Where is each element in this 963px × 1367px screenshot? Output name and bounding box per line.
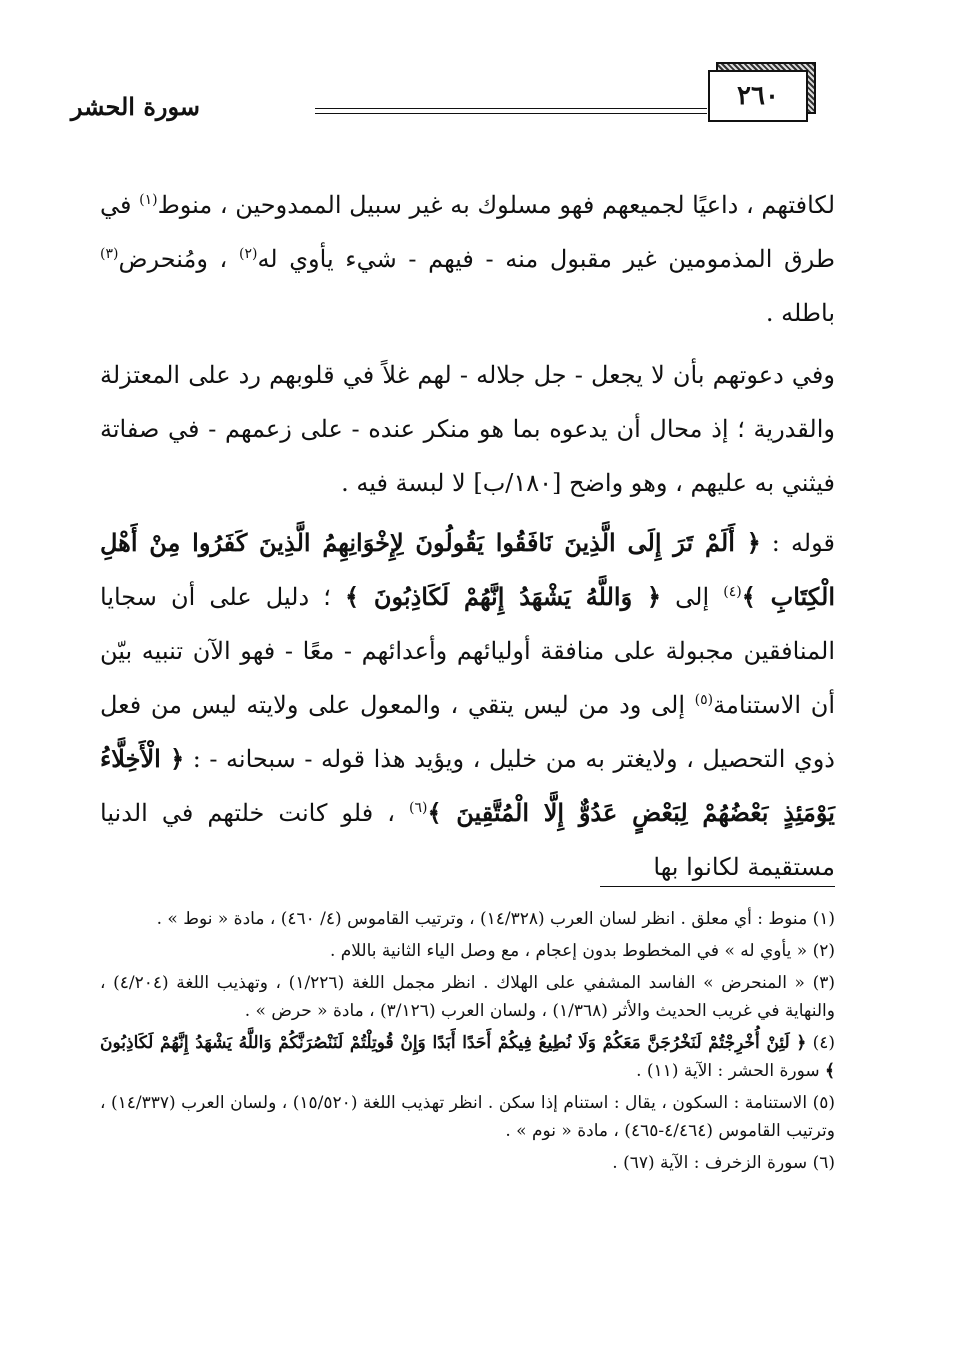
page-number: ٢٦٠ xyxy=(708,70,808,122)
paragraph-text: إلى ود من ليس يتقي ، والمعول على ولايته ليس من فعل ذوي التحصيل ، ولايغتر به من خليل ، ويؤيد هذا قوله - سبحانه - : xyxy=(100,691,835,773)
paragraph-2: وفي دعوتهم بأن لا يجعل - جل جلاله - لهم غلاً في قلوبهم رد على المعتزلة والقدرية ؛ إذ محال أن يدعوه بما هو منكر عنده - على زعمهم - في صفاتة فيثني به عليهم ، وهو واضح [١٨٠/ب] لا لبسة فيه . xyxy=(100,361,835,497)
paragraph-text: باطله . xyxy=(765,299,835,327)
footnote-ref[interactable]: (٦) xyxy=(408,800,428,816)
header-rule xyxy=(315,108,707,114)
footnotes xyxy=(100,905,835,1181)
paragraph-text: قوله : xyxy=(760,529,835,557)
footnote-ref[interactable]: (١) xyxy=(139,192,158,208)
paragraph-3 xyxy=(100,516,835,894)
paragraph-text: لكافتهم ، داعيًا لجميعهم فهو مسلوك به غير سبيل الممدوحين ، منوط xyxy=(157,191,835,219)
paragraph-text: ، ومُنحرض xyxy=(118,245,239,273)
footnote-ref[interactable]: (٥) xyxy=(694,692,714,708)
quran-verse: ﴿ وَاللَّهُ يَشْهَدُ إِنَّهُمْ لَكَاذِبُونَ ﴾ xyxy=(345,582,662,611)
footnote-separator xyxy=(600,886,835,887)
footnote-text: سورة الحشر : الآية (١١) . xyxy=(636,1061,826,1081)
footnote-5: (٥) الاستنامة : السكون ، يقال : استنام إذا سكن . انظر تهذيب اللغة (١٥/٥٢٠) ، ولسان العرب (١٤/٣٣٧) ، وترتيب القاموس (٤/٤٦٤-٤٦٥) ، مادة « نوم » . xyxy=(100,1093,836,1141)
quran-verse: ﴿ لَئِنْ أُخْرِجْتُمْ لَنَخْرُجَنَّ مَعَكُمْ وَلَا نُطِيعُ فِيكُمْ أَحَدًا أَبَدًا وَإِنْ قُوتِلْتُمْ لَنَنْصُرَنَّكُمْ وَاللَّهُ يَشْهَدُ إِنَّهُمْ لَكَاذِبُونَ ﴾ xyxy=(100,1033,835,1081)
surah-title: سورة الحشر xyxy=(70,92,200,121)
paragraph-text: إلى xyxy=(661,583,724,611)
footnote-number: (٤) xyxy=(806,1033,835,1053)
footnote-4 xyxy=(100,1029,835,1085)
footnote-3: (٣) « المنحرض » الفاسد المشفي على الهلاك . انظر مجمل اللغة (١/٢٢٦) ، وتهذيب اللغة (٤/٢٠٤) ، والنهاية في غريب الحديث والأثر (١/٣٦٨) ، ولسان العرب (٣/١٢٦) ، مادة « حرض » . xyxy=(100,973,836,1021)
footnote-ref[interactable]: (٣) xyxy=(100,246,119,262)
footnote-6: (٦) سورة الزخرف : الآية (٦٧) . xyxy=(612,1153,835,1173)
quran-verse: ﴿ أَلَمْ تَرَ إِلَى الَّذِينَ نَافَقُوا يَقُولُونَ لِإِخْوَانِهِمُ الَّذِينَ كَفَرُوا مِنْ أَهْلِ الْكِتَابِ ﴾ xyxy=(100,528,835,611)
paragraph-text: ؛ دليل على أن سجايا المنافقين مجبولة على منافقة أوليائهم وأعدائهم - معًا - فهو الآن تنبيه بيّن أن الاستنامة xyxy=(100,583,836,719)
paragraph-text: في طرق المذمومين غير مقبول منه - فيهم - شيء يأوي له xyxy=(99,191,835,273)
quran-verse: ﴿ الْأَخِلَّاءُ يَوْمَئِذٍ بَعْضُهُمْ لِبَعْضٍ عَدُوٌّ إِلَّا الْمُتَّقِينَ ﴾ xyxy=(100,744,835,827)
paragraph-text: ، فلو كانت خلتهم في الدنيا مستقيمة لكانوا بها xyxy=(100,799,835,881)
paragraph-1 xyxy=(100,178,835,340)
footnote-ref[interactable]: (٤) xyxy=(723,584,742,600)
footnote-1: (١) منوط : أي معلق . انظر لسان العرب (١٤/٣٢٨) ، وترتيب القاموس (٤/ ٤٦٠) ، مادة « نوط » . xyxy=(156,909,835,929)
footnote-ref[interactable]: (٢) xyxy=(238,246,258,262)
footnote-2: (٢) « يأوي له » في المخطوط بدون إعجام ، مع وصل الياء الثانية باللام . xyxy=(329,941,835,961)
